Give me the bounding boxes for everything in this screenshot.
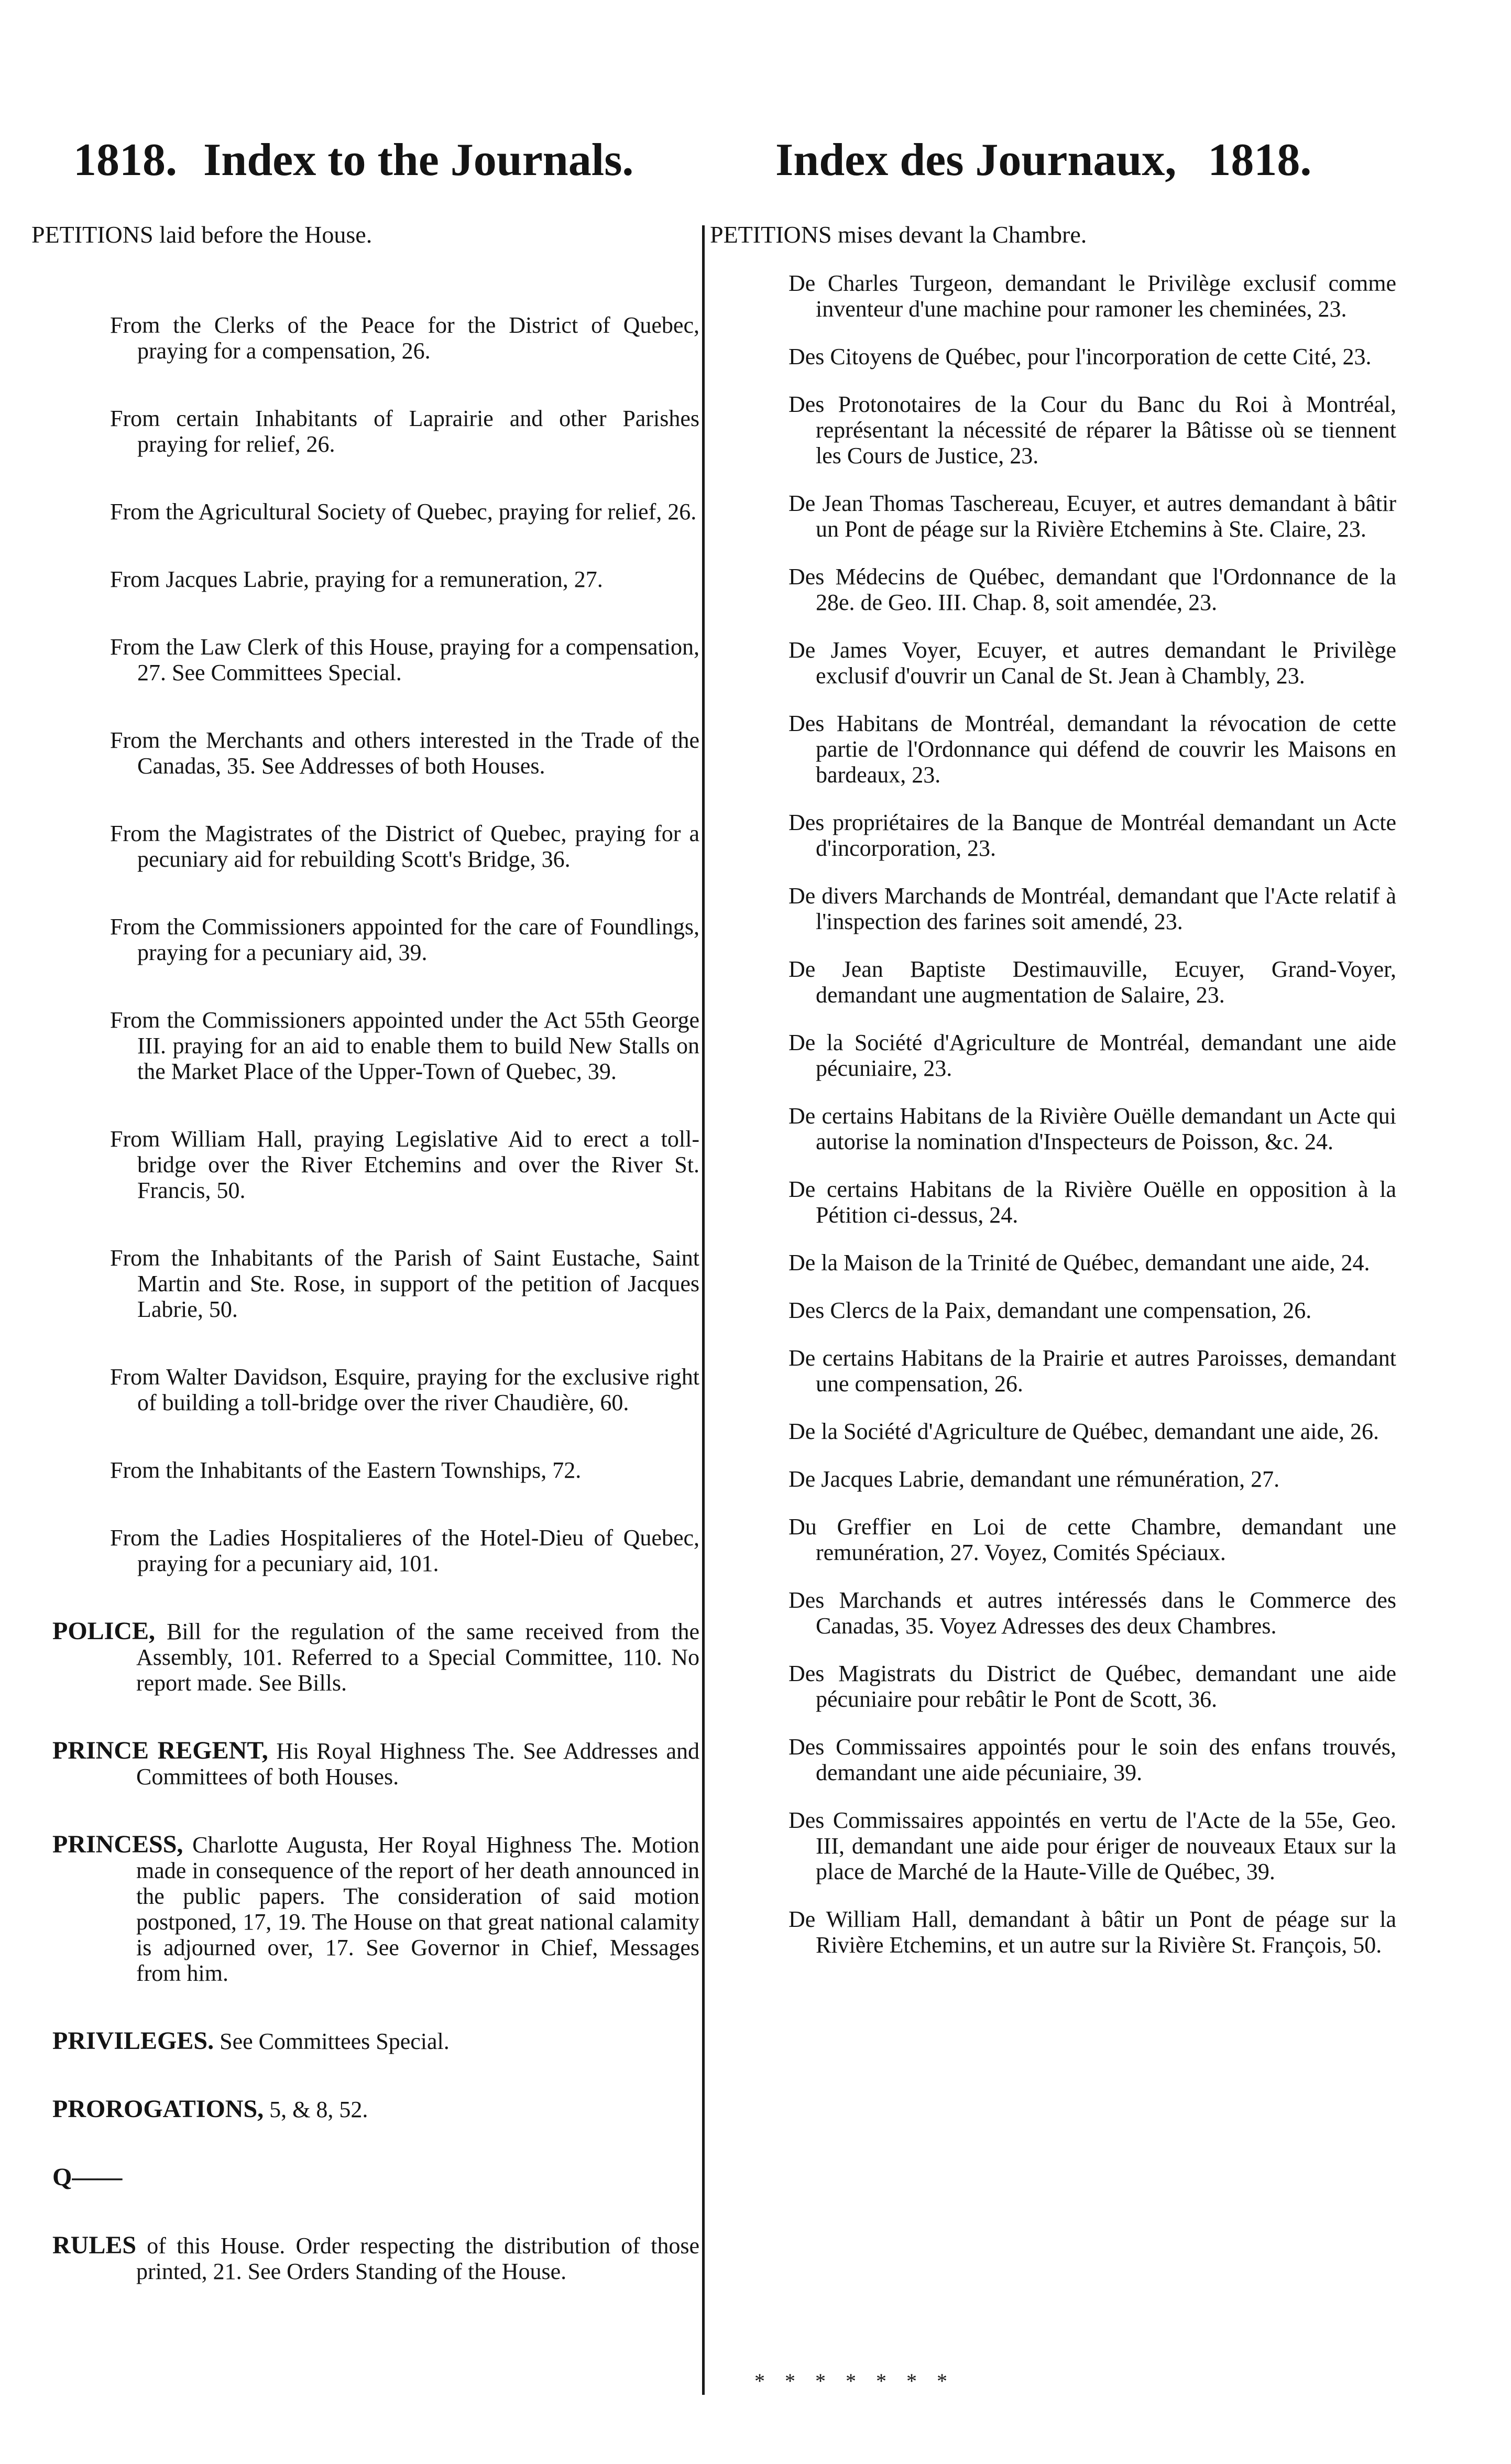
index-entry: De certains Habitans de la Rivière Ouëlle en opposition à la Pétition ci-dessus, 24. — [789, 1176, 1396, 1228]
index-entry: From Walter Davidson, Esquire, praying for the exclusive right of building a toll-bridge over the river Chaudière, 60. — [110, 1364, 699, 1415]
page-header — [0, 134, 1511, 202]
index-topic — [52, 2232, 699, 2284]
index-entry: From the Clerks of the Peace for the District of Quebec, praying for a compensation, 26. — [110, 312, 699, 364]
left-heading: PETITIONS laid before the House. — [31, 221, 373, 248]
index-entry: From the Law Clerk of this House, praying for a compensation, 27. See Committees Special. — [110, 634, 699, 685]
index-entry: De la Société d'Agriculture de Montréal, demandant une aide pécuniaire, 23. — [789, 1030, 1396, 1081]
right-column — [710, 220, 1396, 1980]
index-entry: Des Clercs de la Paix, demandant une compensation, 26. — [789, 1298, 1312, 1323]
footer-mark: * * * * * * * — [754, 2369, 955, 2393]
index-entry: De Jean Thomas Taschereau, Ecuyer, et autres demandant à bâtir un Pont de péage sur la Rivière Etchemins à Ste. Claire, 23. — [789, 490, 1396, 542]
index-topic — [52, 2164, 699, 2190]
topic-keyword: PRIVILEGES. — [52, 2027, 214, 2055]
index-entry: Des Citoyens de Québec, pour l'incorporation de cette Cité, 23. — [789, 344, 1372, 369]
index-entry: De la Maison de la Trinité de Québec, demandant une aide, 24. — [789, 1250, 1370, 1275]
left-column — [31, 220, 699, 2326]
right-petition-list — [710, 270, 1396, 1958]
index-topic — [52, 2028, 699, 2054]
left-topic-list — [31, 1618, 699, 2284]
topic-text: See Committees Special. — [214, 2029, 450, 2054]
topic-text: His Royal Highness The. See Addresses and Committees of both Houses. — [136, 1738, 699, 1790]
index-entry: De divers Marchands de Montréal, demandant que l'Acte relatif à l'inspection des farines soit amendé, 23. — [789, 883, 1396, 934]
topic-text: 5, & 8, 52. — [264, 2097, 368, 2122]
topic-keyword: POLICE, — [52, 1617, 156, 1645]
header-right-title: Index des Journaux, — [775, 135, 1177, 186]
index-topic — [52, 1618, 699, 1696]
header-right — [775, 134, 1311, 187]
index-entry: De James Voyer, Ecuyer, et autres demandant le Privilège exclusif d'ouvrir un Canal de St. Jean à Chambly, 23. — [789, 637, 1396, 689]
index-entry: De Jacques Labrie, demandant une rémunération, 27. — [789, 1466, 1280, 1492]
header-left-year: 1818. — [73, 135, 177, 186]
index-entry: Des Commissaires appointés en vertu de l'Acte de la 55e, Geo. III, demandant une aide pour ériger de nouveaux Etaux sur la place de Marché de la Haute-Ville de Québec, 39. — [789, 1807, 1396, 1884]
index-entry: From the Inhabitants of the Eastern Townships, 72. — [110, 1457, 582, 1483]
index-entry: De certains Habitans de la Rivière Ouëlle demandant un Acte qui autorise la nomination d'Inspecteurs de Poisson, &c. 24. — [789, 1103, 1396, 1154]
header-right-year: 1818. — [1208, 135, 1312, 186]
index-entry: Des Protonotaires de la Cour du Banc du Roi à Montréal, représentant la nécessité de réparer la Bâtisse où se tiennent les Cours de Justice, 23. — [789, 391, 1396, 468]
index-entry: De William Hall, demandant à bâtir un Pont de péage sur la Rivière Etchemins, et un autre sur la Rivière St. François, 50. — [789, 1906, 1396, 1958]
index-entry: From William Hall, praying Legislative Aid to erect a toll-bridge over the River Etchemins and over the River St. Francis, 50. — [110, 1126, 699, 1203]
index-topic — [52, 1831, 699, 1986]
topic-keyword: PRINCE REGENT, — [52, 1737, 268, 1764]
topic-text: Bill for the regulation of the same received from the Assembly, 101. Referred to a Special Committee, 110. No report made. See Bills. — [136, 1619, 699, 1696]
index-entry: De la Société d'Agriculture de Québec, demandant une aide, 26. — [789, 1419, 1379, 1444]
index-entry: From the Commissioners appointed for the care of Foundlings, praying for a pecuniary aid, 39. — [110, 914, 699, 965]
header-left-title: Index to the Journals. — [203, 135, 634, 186]
topic-keyword: RULES — [52, 2231, 137, 2259]
right-heading: PETITIONS mises devant la Chambre. — [710, 221, 1087, 248]
header-left — [73, 134, 633, 187]
index-entry: De Jean Baptiste Destimauville, Ecuyer, Grand-Voyer, demandant une augmentation de Salaire, 23. — [789, 956, 1396, 1008]
left-petition-list — [31, 312, 699, 1576]
index-entry: From the Merchants and others interested in the Trade of the Canadas, 35. See Addresses of both Houses. — [110, 727, 699, 779]
index-entry: From the Ladies Hospitalieres of the Hotel-Dieu of Quebec, praying for a pecuniary aid, 101. — [110, 1525, 699, 1576]
index-entry: Des Habitans de Montréal, demandant la révocation de cette partie de l'Ordonnance qui défend de couvrir les Maisons en bardeaux, 23. — [789, 711, 1396, 788]
index-entry: Des Marchands et autres intéressés dans le Commerce des Canadas, 35. Voyez Adresses des deux Chambres. — [789, 1587, 1396, 1639]
index-entry: Des propriétaires de la Banque de Montréal demandant un Acte d'incorporation, 23. — [789, 810, 1396, 861]
column-divider — [702, 225, 705, 2395]
index-entry: Du Greffier en Loi de cette Chambre, demandant une remunération, 27. Voyez, Comités Spéciaux. — [789, 1514, 1396, 1565]
index-entry: From certain Inhabitants of Laprairie and other Parishes praying for relief, 26. — [110, 406, 699, 457]
index-entry: De certains Habitans de la Prairie et autres Paroisses, demandant une compensation, 26. — [789, 1345, 1396, 1397]
index-entry: From Jacques Labrie, praying for a remuneration, 27. — [110, 566, 603, 592]
topic-text: Charlotte Augusta, Her Royal Highness The. Motion made in consequence of the report of her death announced in the public papers. The consideration of said motion postponed, 17, 19. The House on that great national calamity is adjourned over, 17. See Governor in Chief, Messages from him. — [136, 1832, 699, 1986]
index-entry: From the Magistrates of the District of Quebec, praying for a pecuniary aid for rebuilding Scott's Bridge, 36. — [110, 821, 699, 872]
index-entry: From the Commissioners appointed under the Act 55th George III. praying for an aid to enable them to build New Stalls on the Market Place of the Upper-Town of Quebec, 39. — [110, 1007, 699, 1084]
topic-keyword: PRINCESS, — [52, 1830, 183, 1858]
index-entry: From the Inhabitants of the Parish of Saint Eustache, Saint Martin and Ste. Rose, in support of the petition of Jacques Labrie, 50. — [110, 1245, 699, 1322]
topic-keyword: Q—— — [52, 2163, 123, 2191]
index-topic — [52, 2096, 699, 2122]
index-entry: From the Agricultural Society of Quebec, praying for relief, 26. — [110, 499, 697, 525]
index-entry: Des Médecins de Québec, demandant que l'Ordonnance de la 28e. de Geo. III. Chap. 8, soit amendée, 23. — [789, 564, 1396, 615]
index-topic — [52, 1738, 699, 1790]
index-entry: De Charles Turgeon, demandant le Privilège exclusif comme inventeur d'une machine pour ramoner les cheminées, 23. — [789, 270, 1396, 322]
index-entry: Des Commissaires appointés pour le soin des enfans trouvés, demandant une aide pécuniaire, 39. — [789, 1734, 1396, 1785]
topic-keyword: PROROGATIONS, — [52, 2095, 264, 2123]
index-entry: Des Magistrats du District de Québec, demandant une aide pécuniaire pour rebâtir le Pont de Scott, 36. — [789, 1661, 1396, 1712]
topic-text: of this House. Order respecting the distribution of those printed, 21. See Orders Standing of the House. — [136, 2233, 699, 2284]
